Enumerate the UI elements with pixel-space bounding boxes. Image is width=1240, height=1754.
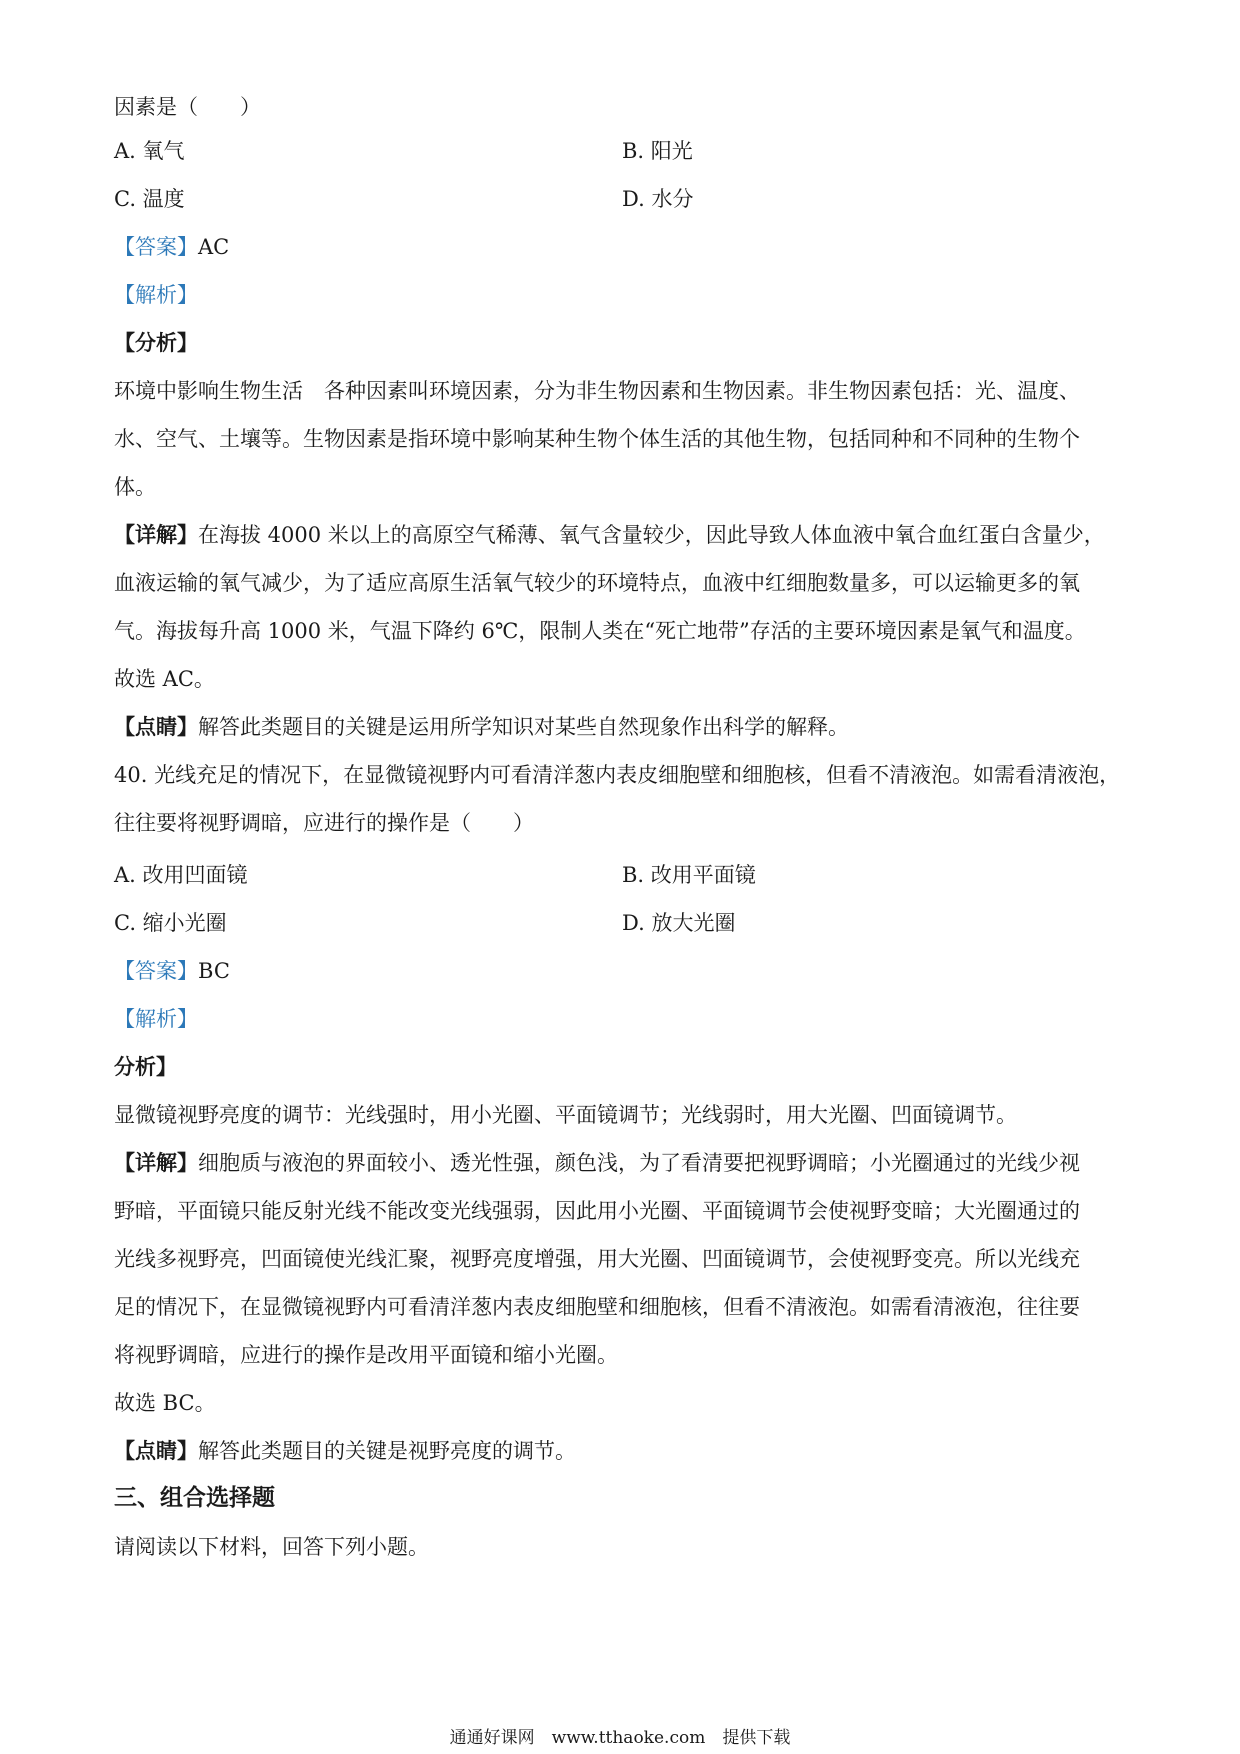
q39-xiangjie-text-1: 在海拔 4000 米以上的高原空气稀薄、氧气含量较少，因此导致人体血液中氧合血红蛋白含量少， [198, 523, 1105, 547]
q40-xiangjie-text-1: 细胞质与液泡的界面较小、透光性强，颜色浅，为了看清要把视野调暗；小光圈通过的光线少视 [198, 1151, 1080, 1175]
q39-conclusion: 故选 AC。 [114, 667, 215, 691]
q40-xiangjie-line-5: 将视野调暗，应进行的操作是改用平面镜和缩小光圈。 [114, 1343, 618, 1367]
q39-fenxi-line-1: 环境中影响生物生活 各种因素叫环境因素，分为非生物因素和生物因素。非生物因素包括：光、温度、 [114, 379, 1080, 403]
q40-xiangjie-tag: 【详解】 [114, 1150, 198, 1175]
q39-fenxi-tag: 【分析】 [114, 330, 198, 355]
q40-dianjing-line [114, 1436, 576, 1466]
q39-dianjing-line [114, 712, 849, 742]
q40-fenxi-line-1: 显微镜视野亮度的调节：光线强时，用小光圈、平面镜调节；光线弱时，用大光圈、凹面镜调节。 [114, 1103, 1017, 1127]
q39-answer-line [114, 232, 229, 262]
q39-option-b: B. 阳光 [622, 139, 693, 163]
q40-stem-line-2: 往往要将视野调暗，应进行的操作是（ ） [114, 811, 534, 835]
q40-xiangjie-line-3: 光线多视野亮，凹面镜使光线汇聚，视野亮度增强，用大光圈、凹面镜调节，会使视野变亮。所以光线充 [114, 1247, 1080, 1271]
q39-jiexi-tag: 【解析】 [114, 283, 198, 307]
q40-stem-line-1: 40. 光线充足的情况下，在显微镜视野内可看清洋葱内表皮细胞壁和细胞核，但看不清液泡。如需看清液泡， [114, 763, 1121, 787]
q40-xiangjie-line-4: 足的情况下，在显微镜视野内可看清洋葱内表皮细胞壁和细胞核，但看不清液泡。如需看清液泡，往往要 [114, 1295, 1080, 1319]
q39-option-c: C. 温度 [114, 187, 185, 211]
q40-dianjing-tag: 【点睛】 [114, 1438, 198, 1463]
q40-option-c: C. 缩小光圈 [114, 911, 227, 935]
q39-dianjing-tag: 【点睛】 [114, 714, 198, 739]
q40-jiexi-tag: 【解析】 [114, 1007, 198, 1031]
q39-xiangjie-line-3: 气。海拔每升高 1000 米，气温下降约 6℃，限制人类在“死亡地带”存活的主要环境因素是氧气和温度。 [114, 619, 1086, 643]
q40-xiangjie-line-1 [114, 1148, 1080, 1178]
q39-xiangjie-line-1 [114, 520, 1105, 550]
q40-option-b: B. 改用平面镜 [622, 863, 756, 887]
page-footer: 通通好课网 www.tthaoke.com 提供下载 [449, 1728, 791, 1748]
q39-fenxi-line-3: 体。 [114, 475, 156, 499]
q40-conclusion: 故选 BC。 [114, 1391, 216, 1415]
section-intro: 请阅读以下材料，回答下列小题。 [114, 1535, 429, 1559]
q39-xiangjie-line-2: 血液运输的氧气减少，为了适应高原生活氧气较少的环境特点，血液中红细胞数量多，可以运输更多的氧 [114, 571, 1080, 595]
q40-answer-tag: 【答案】 [114, 959, 198, 983]
q39-dianjing: 解答此类题目的关键是运用所学知识对某些自然现象作出科学的解释。 [198, 715, 849, 739]
q39-xiangjie-tag: 【详解】 [114, 522, 198, 547]
q40-option-d: D. 放大光圈 [622, 911, 736, 935]
q40-fenxi-tag: 分析】 [114, 1054, 177, 1079]
section-title: 三、组合选择题 [114, 1485, 275, 1511]
q40-dianjing: 解答此类题目的关键是视野亮度的调节。 [198, 1439, 576, 1463]
q40-answer-line [114, 956, 230, 986]
q39-option-d: D. 水分 [622, 187, 694, 211]
q39-option-a: A. 氧气 [114, 139, 185, 163]
q39-fenxi-line-2: 水、空气、土壤等。生物因素是指环境中影响某种生物个体生活的其他生物，包括同种和不同种的生物个 [114, 427, 1080, 451]
q40-option-a: A. 改用凹面镜 [114, 863, 248, 887]
q40-answer: BC [198, 959, 230, 983]
q39-answer: AC [198, 235, 230, 259]
q39-answer-tag: 【答案】 [114, 235, 198, 259]
q40-xiangjie-line-2: 野暗，平面镜只能反射光线不能改变光线强弱，因此用小光圈、平面镜调节会使视野变暗；大光圈通过的 [114, 1199, 1080, 1223]
q39-stem-tail: 因素是（ ） [114, 95, 261, 119]
